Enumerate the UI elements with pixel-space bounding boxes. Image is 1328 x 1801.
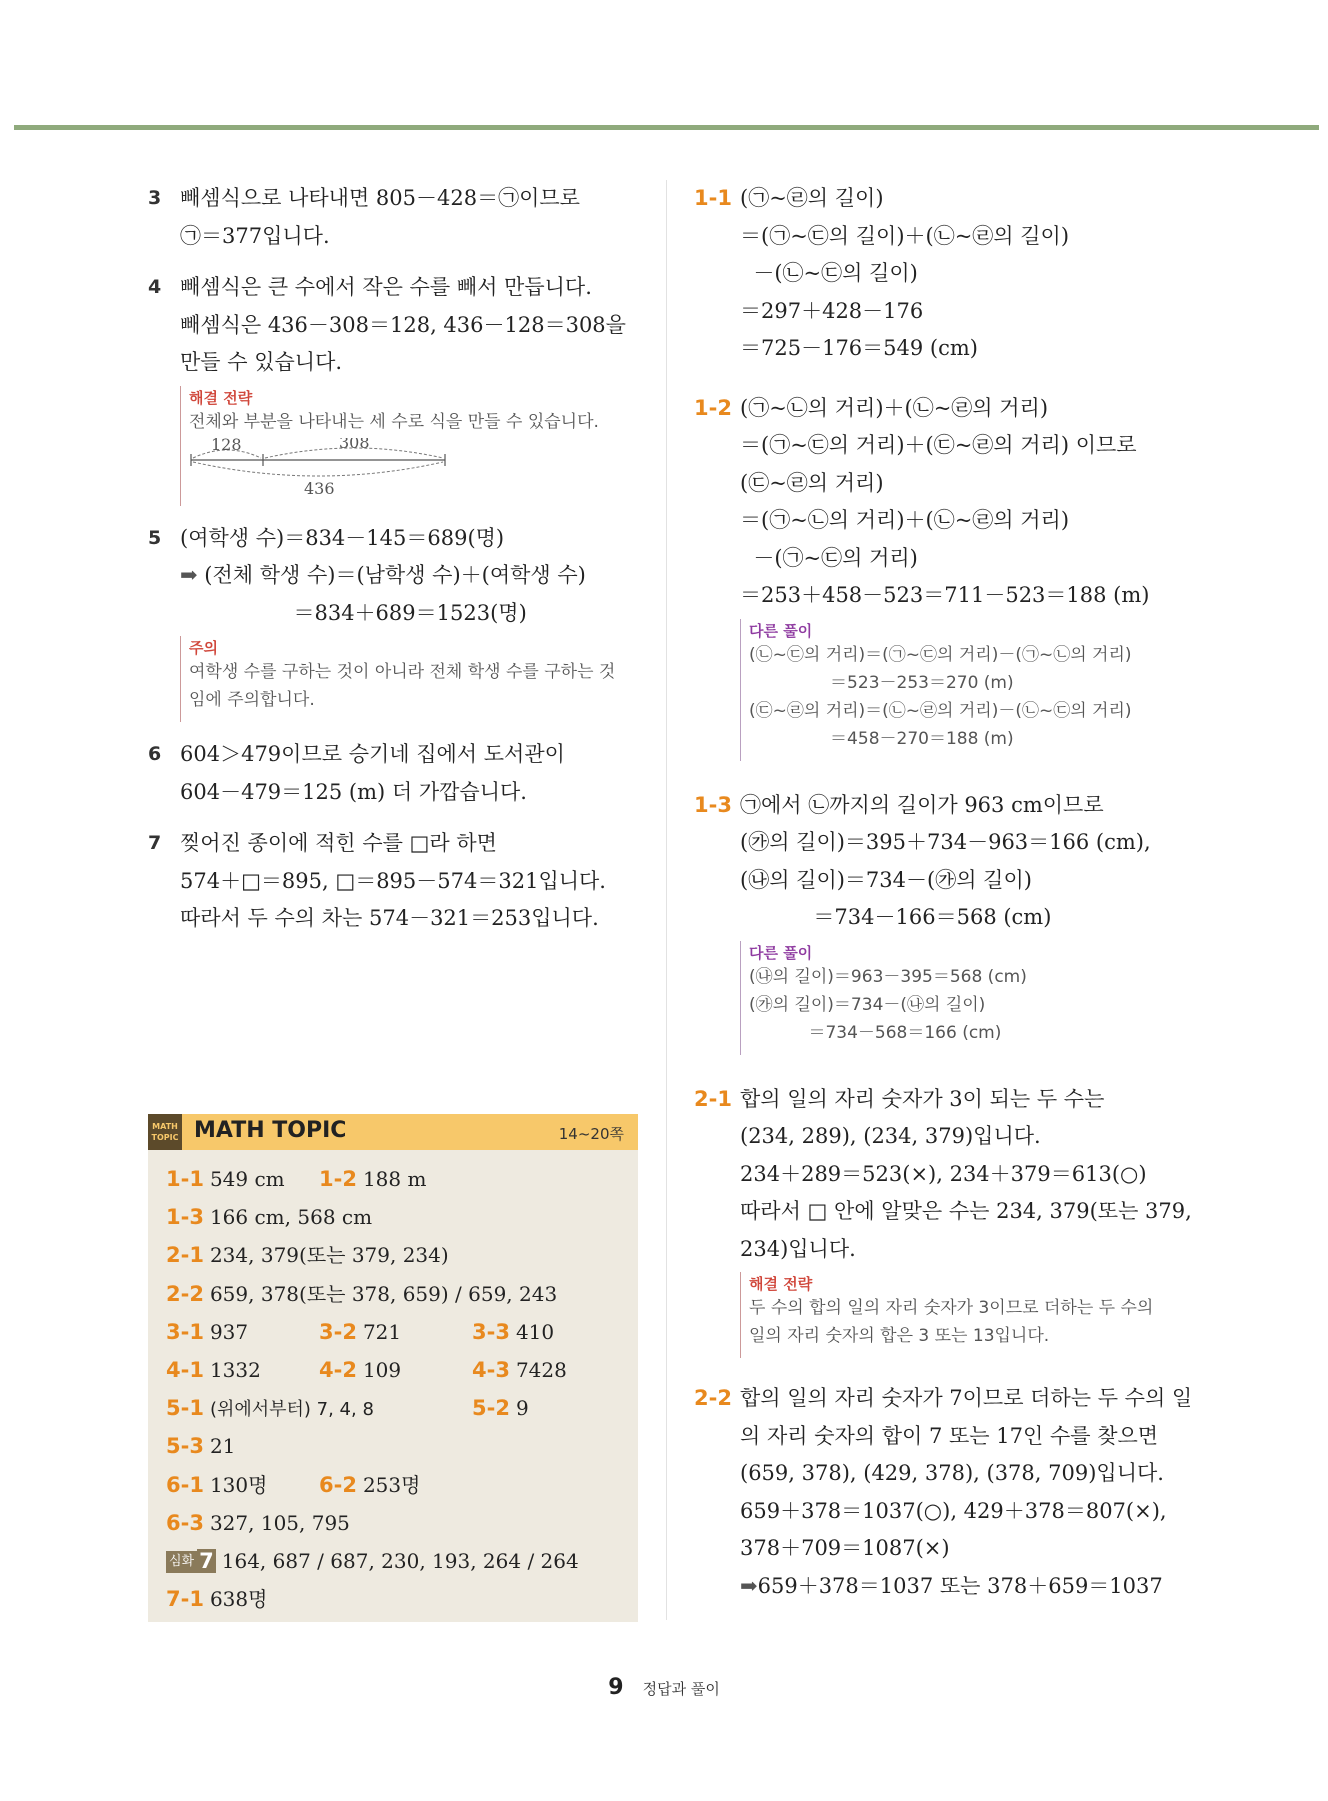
text-line: 의 자리 숫자의 합이 7 또는 17인 수를 찾으면 [740, 1423, 1159, 1448]
text-line: 378＋709＝1087(×) [740, 1536, 950, 1560]
problem-5 [148, 520, 648, 723]
box-text: (㉯의 길이)＝963－395＝568 (cm) [749, 966, 1027, 987]
problem-2-1 [694, 1081, 1224, 1359]
answer-row [166, 1504, 638, 1542]
answer-item [166, 1275, 557, 1313]
text-line: ＝253＋458－523＝711－523＝188 (m) [740, 583, 1150, 607]
text-line: 659＋378＝1037(○), 429＋378＝807(×), [740, 1498, 1167, 1523]
answer-value: 109 [362, 1357, 402, 1382]
math-topic-panel [148, 1114, 638, 1622]
problem-number: 2-1 [694, 1086, 732, 1111]
box-text: 여학생 수를 구하는 것이 아니라 전체 학생 수를 구하는 것 [189, 662, 616, 682]
answer-number: 1-3 [166, 1205, 204, 1230]
answer-value: 937 [209, 1319, 249, 1344]
text-line: ＝834＋689＝1523(명) [180, 600, 527, 625]
problem-1-1 [694, 180, 1224, 368]
caution-box [180, 636, 648, 722]
text-line: 빼셈식은 436－308＝128, 436－128＝308을 [180, 312, 626, 337]
answer-number: 2-1 [166, 1243, 204, 1268]
answer-row [166, 1275, 638, 1313]
text-line: ㉠에서 ㉡까지의 길이가 963 cm이므로 [740, 792, 1104, 817]
strategy-box [180, 386, 648, 506]
diagram-label-a: 128 [211, 437, 242, 454]
text-line: (㉠~㉣의 길이) [740, 186, 884, 210]
answer-value: 9 [515, 1396, 529, 1421]
text-line [180, 557, 648, 595]
problem-3 [148, 180, 648, 255]
problem-6 [148, 736, 648, 811]
problem-number: 6 [148, 743, 162, 765]
answer-value: 234, 379(또는 379, 234) [209, 1243, 449, 1268]
answer-row [166, 1580, 638, 1618]
answer-item [166, 1236, 449, 1274]
strategy-box [740, 1272, 1224, 1358]
answer-value: 7428 [515, 1357, 567, 1382]
answer-number: 7-1 [166, 1587, 204, 1612]
answer-number: 5-2 [472, 1396, 510, 1421]
arrow-icon: ➡ [180, 563, 205, 587]
answer-item [166, 1427, 235, 1465]
text-segment: (전체 학생 수)＝(남학생 수)＋(여학생 수) [204, 563, 586, 587]
answer-item [166, 1160, 285, 1198]
answer-number: 4-3 [472, 1357, 510, 1382]
text-line: 234)입니다. [740, 1236, 856, 1261]
diagram-label-total: 436 [304, 478, 335, 498]
answer-value: 130명 [209, 1472, 268, 1497]
answer-value: 164, 687 / 687, 230, 193, 264 / 264 [221, 1548, 579, 1573]
text-line: (659, 378), (429, 378), (378, 709)입니다. [740, 1461, 1164, 1485]
alternative-solution-box [740, 619, 1224, 761]
answer-item [166, 1504, 350, 1542]
answer-item [319, 1466, 420, 1504]
answer-value: 188 m [362, 1167, 427, 1191]
text-line: ＝(㉠~㉢의 길이)＋(㉡~㉣의 길이) [740, 223, 1070, 248]
box-tag: 해결 전략 [189, 388, 253, 407]
arrow-icon: ➡ [740, 1573, 758, 1598]
answer-value: (위에서부터) 7, 4, 8 [209, 1399, 374, 1421]
answer-item [166, 1542, 579, 1580]
alternative-solution-box [740, 941, 1224, 1055]
answer-item [166, 1198, 372, 1236]
problem-4 [148, 269, 648, 506]
answer-item [166, 1351, 261, 1389]
answer-value: 1332 [209, 1357, 261, 1382]
text-line: ㉠＝377입니다. [180, 223, 330, 248]
box-text: 일의 자리 숫자의 합은 3 또는 13입니다. [749, 1326, 1050, 1346]
math-topic-header [148, 1114, 638, 1150]
diagram-label-b: 308 [339, 437, 370, 452]
answer-value: 410 [515, 1319, 555, 1344]
text-line: 합의 일의 자리 숫자가 7이므로 더하는 두 수의 일 [740, 1386, 1193, 1410]
answer-row [166, 1236, 638, 1274]
answer-number: 3-3 [472, 1319, 510, 1344]
answer-item [166, 1466, 267, 1504]
math-topic-logo: MATH TOPIC [148, 1114, 182, 1150]
page-footer [0, 1675, 1328, 1700]
answer-number: 3-2 [319, 1319, 357, 1344]
problem-number: 1-3 [694, 792, 732, 817]
box-tag: 다른 풀이 [749, 943, 813, 962]
text-line: 234＋289＝523(×), 234＋379＝613(○) [740, 1161, 1147, 1186]
text-line: ＝734－166＝568 (cm) [740, 905, 1052, 929]
advanced-tag: 심화 [166, 1551, 197, 1573]
diagram-svg [189, 438, 449, 498]
answer-item [319, 1351, 401, 1389]
answer-value: 253명 [362, 1472, 421, 1497]
problem-2-2 [694, 1380, 1224, 1605]
answer-number: 6-2 [319, 1472, 357, 1497]
column-divider [666, 180, 667, 1620]
text-line: 따라서 □ 안에 알맞은 수는 234, 379(또는 379, [740, 1199, 1192, 1223]
answer-row [166, 1427, 638, 1465]
text-line: (234, 289), (234, 379)입니다. [740, 1124, 1041, 1148]
text-segment: 659＋378＝1037 또는 378＋659＝1037 [757, 1573, 1163, 1598]
text-line [740, 1568, 1224, 1606]
problem-7 [148, 825, 648, 938]
answer-number: 4-2 [319, 1357, 357, 1382]
math-topic-title: MATH TOPIC [194, 1118, 347, 1143]
answer-number: 3-1 [166, 1319, 204, 1344]
box-text: 두 수의 합의 일의 자리 숫자가 3이므로 더하는 두 수의 [749, 1298, 1154, 1318]
text-line: ＝(㉠~㉡의 거리)＋(㉡~㉣의 거리) [740, 508, 1070, 532]
text-line: 합의 일의 자리 숫자가 3이 되는 두 수는 [740, 1086, 1105, 1111]
answer-number: 4-1 [166, 1357, 204, 1382]
answer-value: 659, 378(또는 378, 659) / 659, 243 [209, 1281, 558, 1306]
answer-row [166, 1160, 638, 1198]
answer-item [166, 1389, 374, 1429]
math-topic-pages: 14~20쪽 [558, 1125, 624, 1143]
text-line: (여학생 수)＝834－145＝689(명) [180, 525, 505, 550]
answer-list [148, 1150, 638, 1618]
problem-number: 1-1 [694, 186, 732, 210]
part-whole-diagram [189, 438, 449, 498]
box-text: 전체와 부분을 나타내는 세 수로 식을 만들 수 있습니다. [189, 411, 599, 432]
answer-number: 1-1 [166, 1167, 204, 1191]
answer-number: 1-2 [319, 1167, 357, 1191]
text-line: (㉮의 길이)＝395＋734－963＝166 (cm), [740, 830, 1151, 854]
text-line: ＝725－176＝549 (cm) [740, 336, 978, 360]
answer-row [166, 1313, 638, 1351]
text-line: 604＞479이므로 승기네 집에서 도서관이 [180, 742, 565, 766]
text-line: －(㉡~㉢의 길이) [740, 261, 918, 285]
text-line: (㉢~㉣의 거리) [740, 470, 884, 495]
answer-value: 21 [209, 1434, 236, 1459]
text-line: ＝297＋428－176 [740, 298, 924, 323]
problem-number: 3 [148, 187, 162, 209]
box-text: ＝523－253＝270 (m) [749, 672, 1014, 693]
answer-number: 2-2 [166, 1281, 204, 1306]
problem-number: 1-2 [694, 395, 732, 420]
answer-item [472, 1313, 554, 1351]
answer-value: 721 [362, 1319, 402, 1344]
right-column [694, 180, 1224, 1619]
page-number: 9 [608, 1675, 624, 1700]
answer-value: 638명 [209, 1587, 268, 1612]
text-line: 만들 수 있습니다. [180, 350, 343, 374]
answer-number: 6-1 [166, 1472, 204, 1497]
text-line: 찢어진 종이에 적힌 수를 □라 하면 [180, 831, 497, 855]
text-line: 빼셈식은 큰 수에서 작은 수를 빼서 만듭니다. [180, 275, 592, 299]
header-rule [14, 125, 1319, 130]
box-tag: 다른 풀이 [749, 621, 813, 640]
box-tag: 주의 [189, 639, 218, 657]
text-line: 574＋□＝895, □＝895－574＝321입니다. [180, 868, 606, 893]
answer-value: 166 cm, 568 cm [209, 1205, 373, 1230]
problem-number: 2-2 [694, 1386, 732, 1410]
box-text: (㉮의 길이)＝734－(㉯의 길이) [749, 994, 986, 1015]
box-text: ＝458－270＝188 (m) [749, 728, 1014, 749]
answer-number: 7 [199, 1548, 214, 1573]
box-tag: 해결 전략 [749, 1275, 813, 1293]
answer-item [319, 1160, 426, 1198]
box-text: (㉢~㉣의 거리)＝(㉡~㉣의 거리)－(㉡~㉢의 거리) [749, 700, 1132, 721]
problem-number: 4 [148, 276, 162, 298]
answer-number: 6-3 [166, 1510, 204, 1535]
text-line: 빼셈식으로 나타내면 805－428＝㉠이므로 [180, 186, 580, 210]
text-line: ＝(㉠~㉢의 거리)＋(㉢~㉣의 거리) 이므로 [740, 433, 1137, 457]
left-column [148, 180, 648, 952]
answer-row [166, 1542, 638, 1580]
text-line: (㉠~㉡의 거리)＋(㉡~㉣의 거리) [740, 395, 1049, 420]
answer-value: 327, 105, 795 [209, 1510, 350, 1535]
box-text: ＝734－568＝166 (cm) [749, 1022, 1002, 1043]
answer-item [166, 1580, 267, 1618]
box-text: 임에 주의합니다. [189, 690, 315, 710]
answer-item [472, 1351, 567, 1389]
answer-item [319, 1313, 401, 1351]
problem-number: 5 [148, 526, 162, 549]
answer-row [166, 1466, 638, 1504]
text-line: 따라서 두 수의 차는 574－321＝253입니다. [180, 906, 599, 930]
problem-1-2 [694, 390, 1224, 761]
problem-1-3 [694, 787, 1224, 1055]
answer-item [472, 1389, 529, 1427]
answer-row [166, 1389, 638, 1427]
answer-row [166, 1198, 638, 1236]
answer-number: 5-1 [166, 1396, 204, 1421]
answer-number: 5-3 [166, 1434, 204, 1459]
text-line: －(㉠~㉢의 거리) [740, 545, 918, 570]
text-line: (㉯의 길이)＝734－(㉮의 길이) [740, 867, 1032, 892]
footer-label: 정답과 풀이 [642, 1680, 720, 1698]
answer-item [166, 1313, 248, 1351]
box-text: (㉡~㉢의 거리)＝(㉠~㉢의 거리)－(㉠~㉡의 거리) [749, 644, 1132, 665]
text-line: 604－479＝125 (m) 더 가깝습니다. [180, 779, 527, 804]
answer-value: 549 cm [209, 1167, 285, 1191]
problem-number: 7 [148, 832, 162, 854]
answer-row [166, 1351, 638, 1389]
